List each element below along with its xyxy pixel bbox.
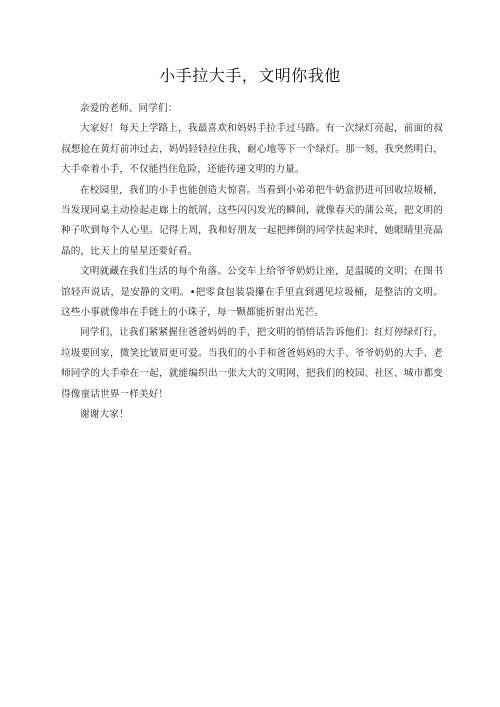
salutation: 亲爱的老师、同学们： bbox=[80, 103, 178, 114]
paragraph-4: 同学们，让我们紧紧握住爸爸妈妈的手，把文明的悄悄话告诉他们：红灯停绿灯行，垃圾要回家，微笑比皱眉更可爱。当我们的小手和爸爸妈妈的大手、爷爷奶奶的大手、老师同学的大手牵在一起，就能编织出一张大大的文明网，把我们的校园、社区、城市都变得像童话世界一样美好！ bbox=[61, 327, 443, 400]
document-body bbox=[61, 99, 443, 426]
closing: 谢谢大家！ bbox=[80, 409, 129, 421]
document-title: 小手拉大手，文明你我他 bbox=[159, 66, 341, 85]
paragraph-3: 文明就藏在我们生活的每个角落。公交车上给爷爷奶奶让座，是温暖的文明；在图书馆轻声说话，是安静的文明。•把零食包装袋攥在手里直到遇见垃圾桶，是整洁的文明。这些小事就像串在手链上的小珠子，每一颗都能折射出光芒。 bbox=[61, 266, 443, 319]
paragraph-2: 在校园里，我们的小手也能创造大惊喜。当看到小弟弟把牛奶盒扔进可回收垃圾桶，当发现同桌主动捡起走廊上的纸屑，这些闪闪发光的瞬间，就像春天的蒲公英，把文明的种子吹到每个人心里。记得上周，我和好朋友一起把摔倒的同学扶起来时，她眼睛里亮晶晶的，比天上的星星还要好看。 bbox=[61, 184, 443, 257]
paragraph-1: 大家好！每天上学路上，我最喜欢和妈妈手拉手过马路。有一次绿灯亮起，前面的叔叔想抢在黄灯前冲过去，妈妈轻轻拉住我，耐心地等下一个绿灯。那一刻，我突然明白，大手牵着小手，不仅能挡住危险，还能传递文明的力量。 bbox=[61, 123, 443, 176]
